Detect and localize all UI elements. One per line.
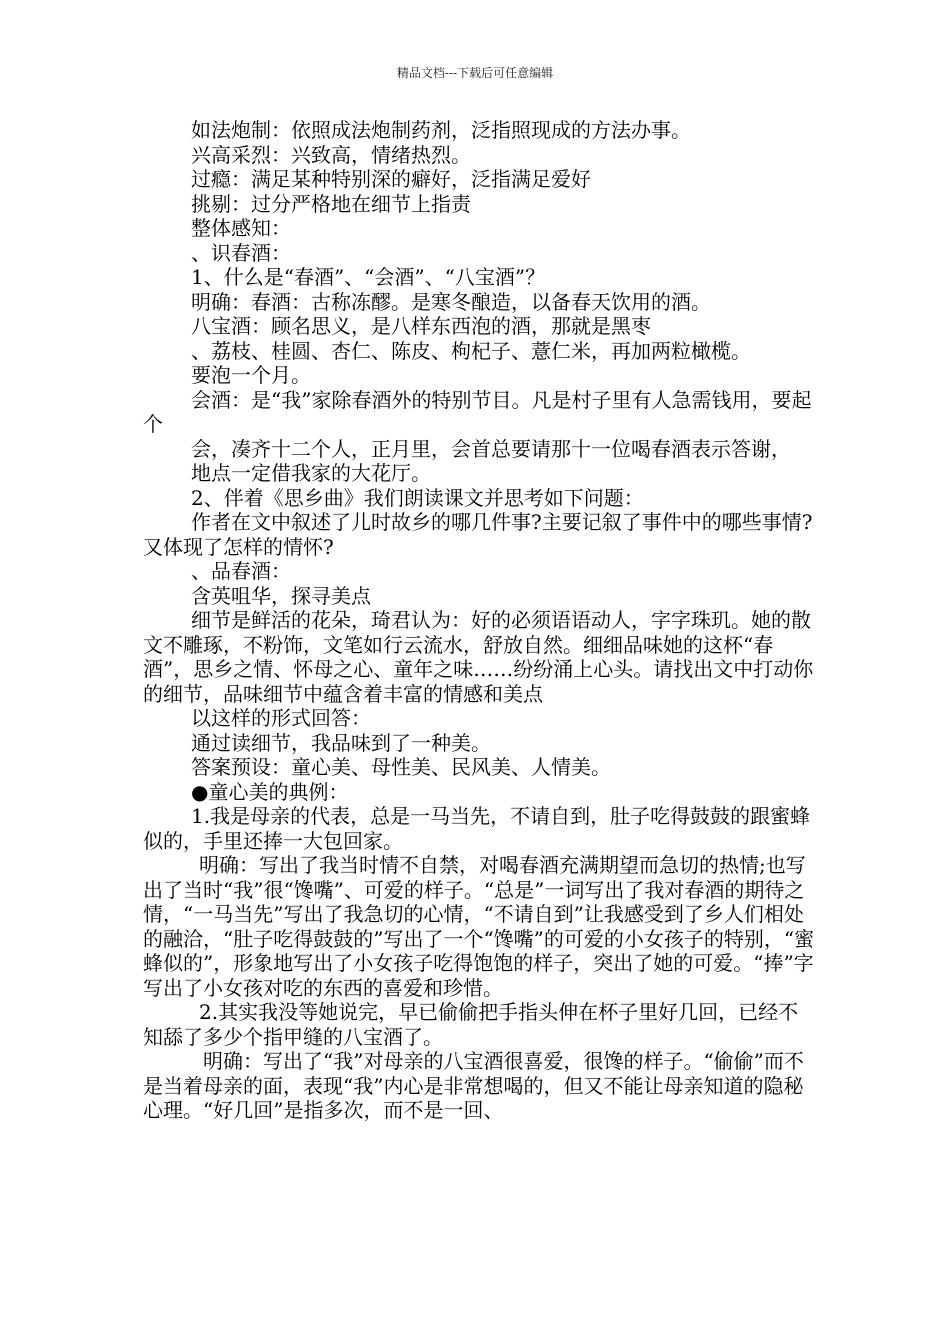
paragraph: 会酒：是“我”家除春酒外的特别节目。凡是村子里有人急需钱用，要起个 [143, 387, 812, 436]
example-item: 1.我是母亲的代表，总是一马当先，不请自到，肚子吃得鼓鼓的跟蜜蜂似的，手里还捧一大包回家。 [143, 804, 811, 853]
example-item: 2.其实我没等她说完，早已偷偷把手指头伸在杯子里好几回，已经不知舔了多少个指甲缝的八宝酒了。 [143, 1000, 799, 1049]
section-heading: 、识春酒： [191, 240, 291, 265]
paragraph: 会，凑齐十二个人，正月里，会首总要请那十一位喝春酒表示答谢， [191, 436, 791, 461]
question: 1、什么是“春酒”、“会酒”、“八宝酒”？ [191, 265, 546, 289]
paragraph: 如法炮制：依照成法炮制药剂，泛指照现成的方法办事。 [191, 118, 691, 142]
paragraph: 兴高采烈：兴致高，情绪热烈。 [191, 142, 471, 167]
paragraph: 通过读细节，我品味到了一种美。 [191, 730, 491, 755]
paragraph: 明确：春酒：古称冻醪。是寒冬酿造，以备春天饮用的酒。 [191, 289, 711, 314]
document-body [143, 118, 818, 1123]
paragraph: 作者在文中叙述了儿时故乡的哪几件事?主要记叙了事件中的哪些事情?又体现了怎样的情怀? [143, 510, 813, 559]
paragraph: 过瘾：满足某种特别深的癖好，泛指满足爱好 [191, 167, 591, 191]
paragraph: 明确：写出了“我”对母亲的八宝酒很喜爱，很馋的样子。“偷偷”而不是当着母亲的面，表现“我”内心是非常想喝的，但又不能让母亲知道的隐秘心理。“好几回”是指多次，而不是一回、 [143, 1049, 804, 1122]
example-heading: ●童心美的典例： [191, 779, 349, 804]
paragraph: 以这样的形式回答： [191, 706, 371, 730]
section-heading: 、品春酒： [191, 559, 291, 583]
paragraph: 含英咀华，探寻美点 [191, 583, 371, 608]
paragraph: 、荔枝、桂圆、杏仁、陈皮、枸杞子、薏仁米，再加两粒橄榄。 [191, 338, 751, 363]
paragraph: 地点一定借我家的大花厅。 [191, 461, 431, 485]
paragraph: 要泡一个月。 [191, 363, 311, 387]
page-header: 精品文档---下载后可任意编辑 [396, 66, 554, 80]
question: 2、伴着《思乡曲》我们朗读课文并思考如下问题： [191, 485, 644, 510]
paragraph: 挑剔：过分严格地在细节上指责 [191, 191, 471, 216]
paragraph: 八宝酒：顾名思义，是八样东西泡的酒，那就是黑枣 [191, 314, 651, 338]
paragraph: 细节是鲜活的花朵，琦君认为：好的必须语语动人，字字珠玑。她的散文不雕琢，不粉饰，文笔如行云流水，舒放自然。细细品味她的这杯“春酒”，思乡之情、怀母之心、童年之味……纷纷涌上心头。请找出文中打动你的细节，品味细节中蕴含着丰富的情感和美点 [143, 608, 814, 706]
paragraph: 答案预设：童心美、母性美、民风美、人情美。 [191, 755, 611, 779]
paragraph: 明确：写出了我当时情不自禁，对喝春酒充满期望而急切的热情;也写出了当时“我”很“馋嘴”、可爱的样子。“总是”一词写出了我对春酒的期待之情，“一马当先”写出了我急切的心情，“不请自到”让我感受到了乡人们相处的融洽，“肚子吃得鼓鼓的”写出了一个“馋嘴”的可爱的小女孩子的特别，“蜜蜂似的”，形象地写出了小女孩子吃得饱饱的样子，突出了她的可爱。“捧”字写出了小女孩对吃的东西的喜爱和珍惜。 [143, 853, 815, 1000]
section-heading: 整体感知： [191, 216, 291, 240]
